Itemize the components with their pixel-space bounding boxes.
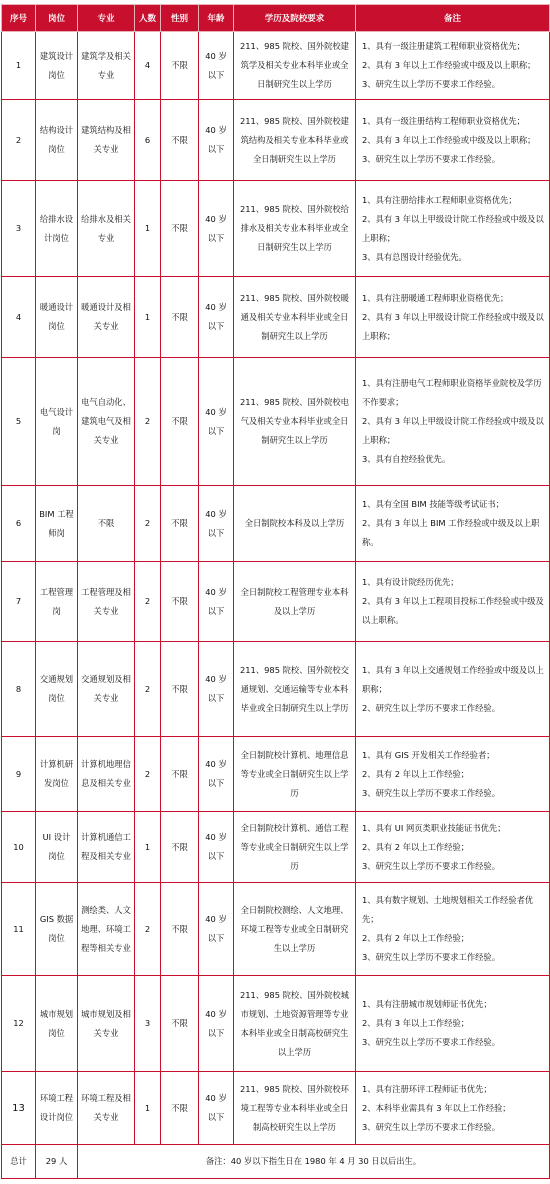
footer-remark: 备注：40 岁以下指生日在 1980 年 4 月 30 日以后出生。	[78, 1145, 550, 1179]
cell-requirements: 211、985 院校、国外院校环境工程等专业本科毕业或全日制高校研究生以上学历	[234, 1072, 356, 1145]
cell-post: 工程管理岗	[36, 562, 78, 642]
cell-post: 给排水设计岗位	[36, 181, 78, 277]
cell-age: 40 岁以下	[199, 642, 234, 737]
cell-count: 2	[135, 737, 161, 812]
cell-notes	[356, 812, 550, 883]
note-line: 2、具有 3 年以上工作经验或中级及以上职称；	[362, 60, 536, 70]
table-row	[2, 976, 550, 1072]
cell-requirements: 全日制院校测绘、人文地理、环境工程等专业或全日制研究生以上学历	[234, 883, 356, 976]
cell-notes	[356, 486, 550, 562]
cell-post: GIS 数据岗位	[36, 883, 78, 976]
cell-count: 2	[135, 883, 161, 976]
header-requirements: 学历及院校要求	[234, 5, 356, 32]
cell-count: 6	[135, 100, 161, 181]
cell-age: 40 岁以下	[199, 737, 234, 812]
note-line: 2、具有 2 年以上工作经验；	[362, 768, 470, 779]
cell-post: 电气设计岗	[36, 358, 78, 486]
cell-age: 40 岁以下	[199, 976, 234, 1072]
note-line: 3、研究生以上学历不要求工作经验。	[362, 860, 501, 871]
note-line: 1、具有一级注册结构工程师职业资格优先；	[362, 115, 525, 126]
cell-age: 40 岁以下	[199, 812, 234, 883]
cell-gender: 不限	[161, 100, 199, 181]
cell-gender: 不限	[161, 1072, 199, 1145]
cell-no: 8	[2, 642, 36, 737]
note-line: 1、具有注册环评工程师证书优先；	[362, 1083, 492, 1094]
note-line: 3、研究生以上学历不要求工作经验。	[362, 1121, 501, 1132]
table-row	[2, 737, 550, 812]
table-row	[2, 883, 550, 976]
cell-no: 13	[2, 1072, 36, 1145]
table-row	[2, 1072, 550, 1145]
footer-total: 29 人	[36, 1145, 78, 1179]
footer-label: 总计	[2, 1145, 36, 1179]
cell-requirements: 211、985 院校、国外院校建筑学及相关专业本科毕业或全日制研究生以上学历	[234, 32, 356, 100]
table-row	[2, 358, 550, 486]
cell-gender: 不限	[161, 562, 199, 642]
cell-count: 2	[135, 642, 161, 737]
cell-major: 环境工程及相关专业	[78, 1072, 135, 1145]
note-line: 3、具有总图设计经验优先。	[362, 251, 467, 262]
note-line: 2、具有 3 年以上甲级设计院工作经验或中级及以上职称；	[362, 311, 544, 341]
header-age: 年龄	[199, 5, 234, 32]
cell-gender: 不限	[161, 181, 199, 277]
cell-no: 12	[2, 976, 36, 1072]
note-line: 1、具有全国 BIM 技能等级考试证书；	[362, 499, 505, 509]
cell-count: 1	[135, 1072, 161, 1145]
cell-age: 40 岁以下	[199, 100, 234, 181]
cell-age: 40 岁以下	[199, 1072, 234, 1145]
note-line: 1、具有注册电气工程师职业资格毕业院校及学历不作要求；	[362, 378, 542, 407]
header-row	[2, 5, 550, 32]
cell-major: 建筑学及相关专业	[78, 32, 135, 100]
cell-age: 40 岁以下	[199, 486, 234, 562]
table-row	[2, 181, 550, 277]
cell-count: 2	[135, 486, 161, 562]
cell-age: 40 岁以下	[199, 181, 234, 277]
note-line: 1、具有注册暖通工程师职业资格优先；	[362, 292, 509, 303]
table-row	[2, 277, 550, 358]
cell-gender: 不限	[161, 486, 199, 562]
note-line: 3、研究生以上学历不要求工作经验。	[362, 787, 501, 798]
cell-no: 7	[2, 562, 36, 642]
cell-requirements: 全日制院校计算机、地理信息等专业或全日制研究生以上学历	[234, 737, 356, 812]
note-line: 2、具有 2 年以上工作经验；	[362, 841, 470, 852]
cell-major: 计算机通信工程及相关专业	[78, 812, 135, 883]
cell-major: 城市规划及相关专业	[78, 976, 135, 1072]
note-line: 3、研究生以上学历不要求工作经验。	[362, 153, 501, 164]
table-row	[2, 32, 550, 100]
cell-gender: 不限	[161, 812, 199, 883]
note-line: 2、具有 3 年以上甲级设计院工作经验或中级及以上职称；	[362, 213, 544, 243]
cell-no: 1	[2, 32, 36, 100]
note-line: 2、具有 3 年以上 BIM 工作经验或中级及以上职称。	[362, 518, 540, 547]
header-major: 专业	[78, 5, 135, 32]
note-line: 1、具有注册给排水工程师职业资格优先；	[362, 194, 517, 205]
cell-gender: 不限	[161, 32, 199, 100]
table-body	[2, 32, 550, 1145]
cell-notes	[356, 277, 550, 358]
cell-post: 建筑设计岗位	[36, 32, 78, 100]
table-row	[2, 486, 550, 562]
header-count: 人数	[135, 5, 161, 32]
cell-gender: 不限	[161, 358, 199, 486]
note-line: 2、本科毕业需具有 3 年以上工作经验；	[362, 1102, 511, 1113]
note-line: 2、具有 3 年以上工作经验或中级及以上职称；	[362, 134, 536, 145]
cell-post: 计算机研发岗位	[36, 737, 78, 812]
cell-major: 电气自动化、建筑电气及相关专业	[78, 358, 135, 486]
table-row	[2, 642, 550, 737]
cell-notes	[356, 562, 550, 642]
cell-requirements: 211、985 院校、国外院校城市规划、土地资源管理等专业本科毕业或全日制高校研究生以上学历	[234, 976, 356, 1072]
cell-gender: 不限	[161, 737, 199, 812]
cell-major: 不限	[78, 486, 135, 562]
cell-age: 40 岁以下	[199, 32, 234, 100]
table-row	[2, 812, 550, 883]
cell-no: 6	[2, 486, 36, 562]
note-line: 1、具有 GIS 开发相关工作经验者；	[362, 749, 495, 760]
note-line: 1、具有 3 年以上交通规划工作经验或中级及以上职称；	[362, 664, 544, 694]
cell-requirements: 211、985 院校、国外院校电气及相关专业本科毕业或全日制研究生以上学历	[234, 358, 356, 486]
cell-gender: 不限	[161, 883, 199, 976]
cell-requirements: 全日制院校工程管理专业本科及以上学历	[234, 562, 356, 642]
cell-post: BIM 工程师岗	[36, 486, 78, 562]
header-gender: 性别	[161, 5, 199, 32]
cell-major: 交通规划及相关专业	[78, 642, 135, 737]
note-line: 2、具有 3 年以上甲级设计院工作经验或中级及以上职称；	[362, 416, 544, 445]
header-no: 序号	[2, 5, 36, 32]
cell-post: UI 设计岗位	[36, 812, 78, 883]
cell-no: 4	[2, 277, 36, 358]
cell-notes	[356, 737, 550, 812]
note-line: 2、具有 3 年以上工作经验；	[362, 1018, 470, 1028]
cell-major: 工程管理及相关专业	[78, 562, 135, 642]
cell-count: 1	[135, 812, 161, 883]
cell-post: 交通规划岗位	[36, 642, 78, 737]
note-line: 1、具有数字规划、土地规划相关工作经验者优先；	[362, 895, 534, 924]
cell-gender: 不限	[161, 976, 199, 1072]
cell-count: 4	[135, 32, 161, 100]
cell-major: 测绘类、人文地理、环境工程等相关专业	[78, 883, 135, 976]
cell-notes	[356, 883, 550, 976]
cell-major: 建筑结构及相关专业	[78, 100, 135, 181]
note-line: 2、具有 3 年以上工程项目投标工作经验或中级及以上职称。	[362, 596, 544, 625]
note-line: 1、具有注册城市规划师证书优先；	[362, 999, 492, 1009]
cell-gender: 不限	[161, 642, 199, 737]
note-line: 2、具有 2 年以上工作经验；	[362, 933, 470, 943]
cell-post: 城市规划岗位	[36, 976, 78, 1072]
cell-no: 9	[2, 737, 36, 812]
table-row	[2, 100, 550, 181]
cell-count: 2	[135, 562, 161, 642]
cell-requirements: 211、985 院校、国外院校暖通及相关专业本科毕业或全日制研究生以上学历	[234, 277, 356, 358]
cell-notes	[356, 1072, 550, 1145]
cell-post: 环境工程设计岗位	[36, 1072, 78, 1145]
cell-notes	[356, 100, 550, 181]
note-line: 1、具有 UI 网页类职业技能证书优先；	[362, 822, 506, 833]
cell-major: 给排水及相关专业	[78, 181, 135, 277]
cell-count: 2	[135, 358, 161, 486]
header-notes: 备注	[356, 5, 550, 32]
table-row	[2, 562, 550, 642]
cell-major: 计算机地理信息及相关专业	[78, 737, 135, 812]
cell-major: 暖通设计及相关专业	[78, 277, 135, 358]
note-line: 3、具有自控经验优先。	[362, 454, 451, 464]
cell-gender: 不限	[161, 277, 199, 358]
cell-age: 40 岁以下	[199, 562, 234, 642]
cell-no: 2	[2, 100, 36, 181]
cell-age: 40 岁以下	[199, 883, 234, 976]
cell-notes	[356, 642, 550, 737]
cell-notes	[356, 358, 550, 486]
cell-no: 3	[2, 181, 36, 277]
cell-no: 11	[2, 883, 36, 976]
recruitment-table	[1, 4, 550, 1179]
cell-post: 结构设计岗位	[36, 100, 78, 181]
cell-post: 暖通设计岗位	[36, 277, 78, 358]
cell-requirements: 全日制院校计算机、通信工程等专业或全日制研究生以上学历	[234, 812, 356, 883]
cell-age: 40 岁以下	[199, 277, 234, 358]
cell-count: 3	[135, 976, 161, 1072]
cell-notes	[356, 32, 550, 100]
cell-requirements: 全日制院校本科及以上学历	[234, 486, 356, 562]
note-line: 1、具有一级注册建筑工程师职业资格优先；	[362, 41, 525, 51]
note-line: 2、研究生以上学历不要求工作经验。	[362, 702, 501, 713]
header-post: 岗位	[36, 5, 78, 32]
cell-no: 5	[2, 358, 36, 486]
cell-requirements: 211、985 院校、国外院校给排水及相关专业本科毕业或全日制研究生以上学历	[234, 181, 356, 277]
cell-count: 1	[135, 277, 161, 358]
note-line: 3、研究生以上学历不要求工作经验。	[362, 952, 501, 962]
footer-row	[2, 1145, 550, 1179]
cell-notes	[356, 181, 550, 277]
note-line: 1、具有设计院经历优先；	[362, 577, 459, 587]
note-line: 3、研究生以上学历不要求工作经验。	[362, 1037, 501, 1047]
note-line: 3、研究生以上学历不要求工作经验。	[362, 79, 501, 89]
cell-age: 40 岁以下	[199, 358, 234, 486]
cell-notes	[356, 976, 550, 1072]
cell-no: 10	[2, 812, 36, 883]
cell-count: 1	[135, 181, 161, 277]
cell-requirements: 211、985 院校、国外院校建筑结构及相关专业本科毕业或全日制研究生以上学历	[234, 100, 356, 181]
cell-requirements: 211、985 院校、国外院校交通规划、交通运输等专业本科毕业或全日制研究生以上学历	[234, 642, 356, 737]
